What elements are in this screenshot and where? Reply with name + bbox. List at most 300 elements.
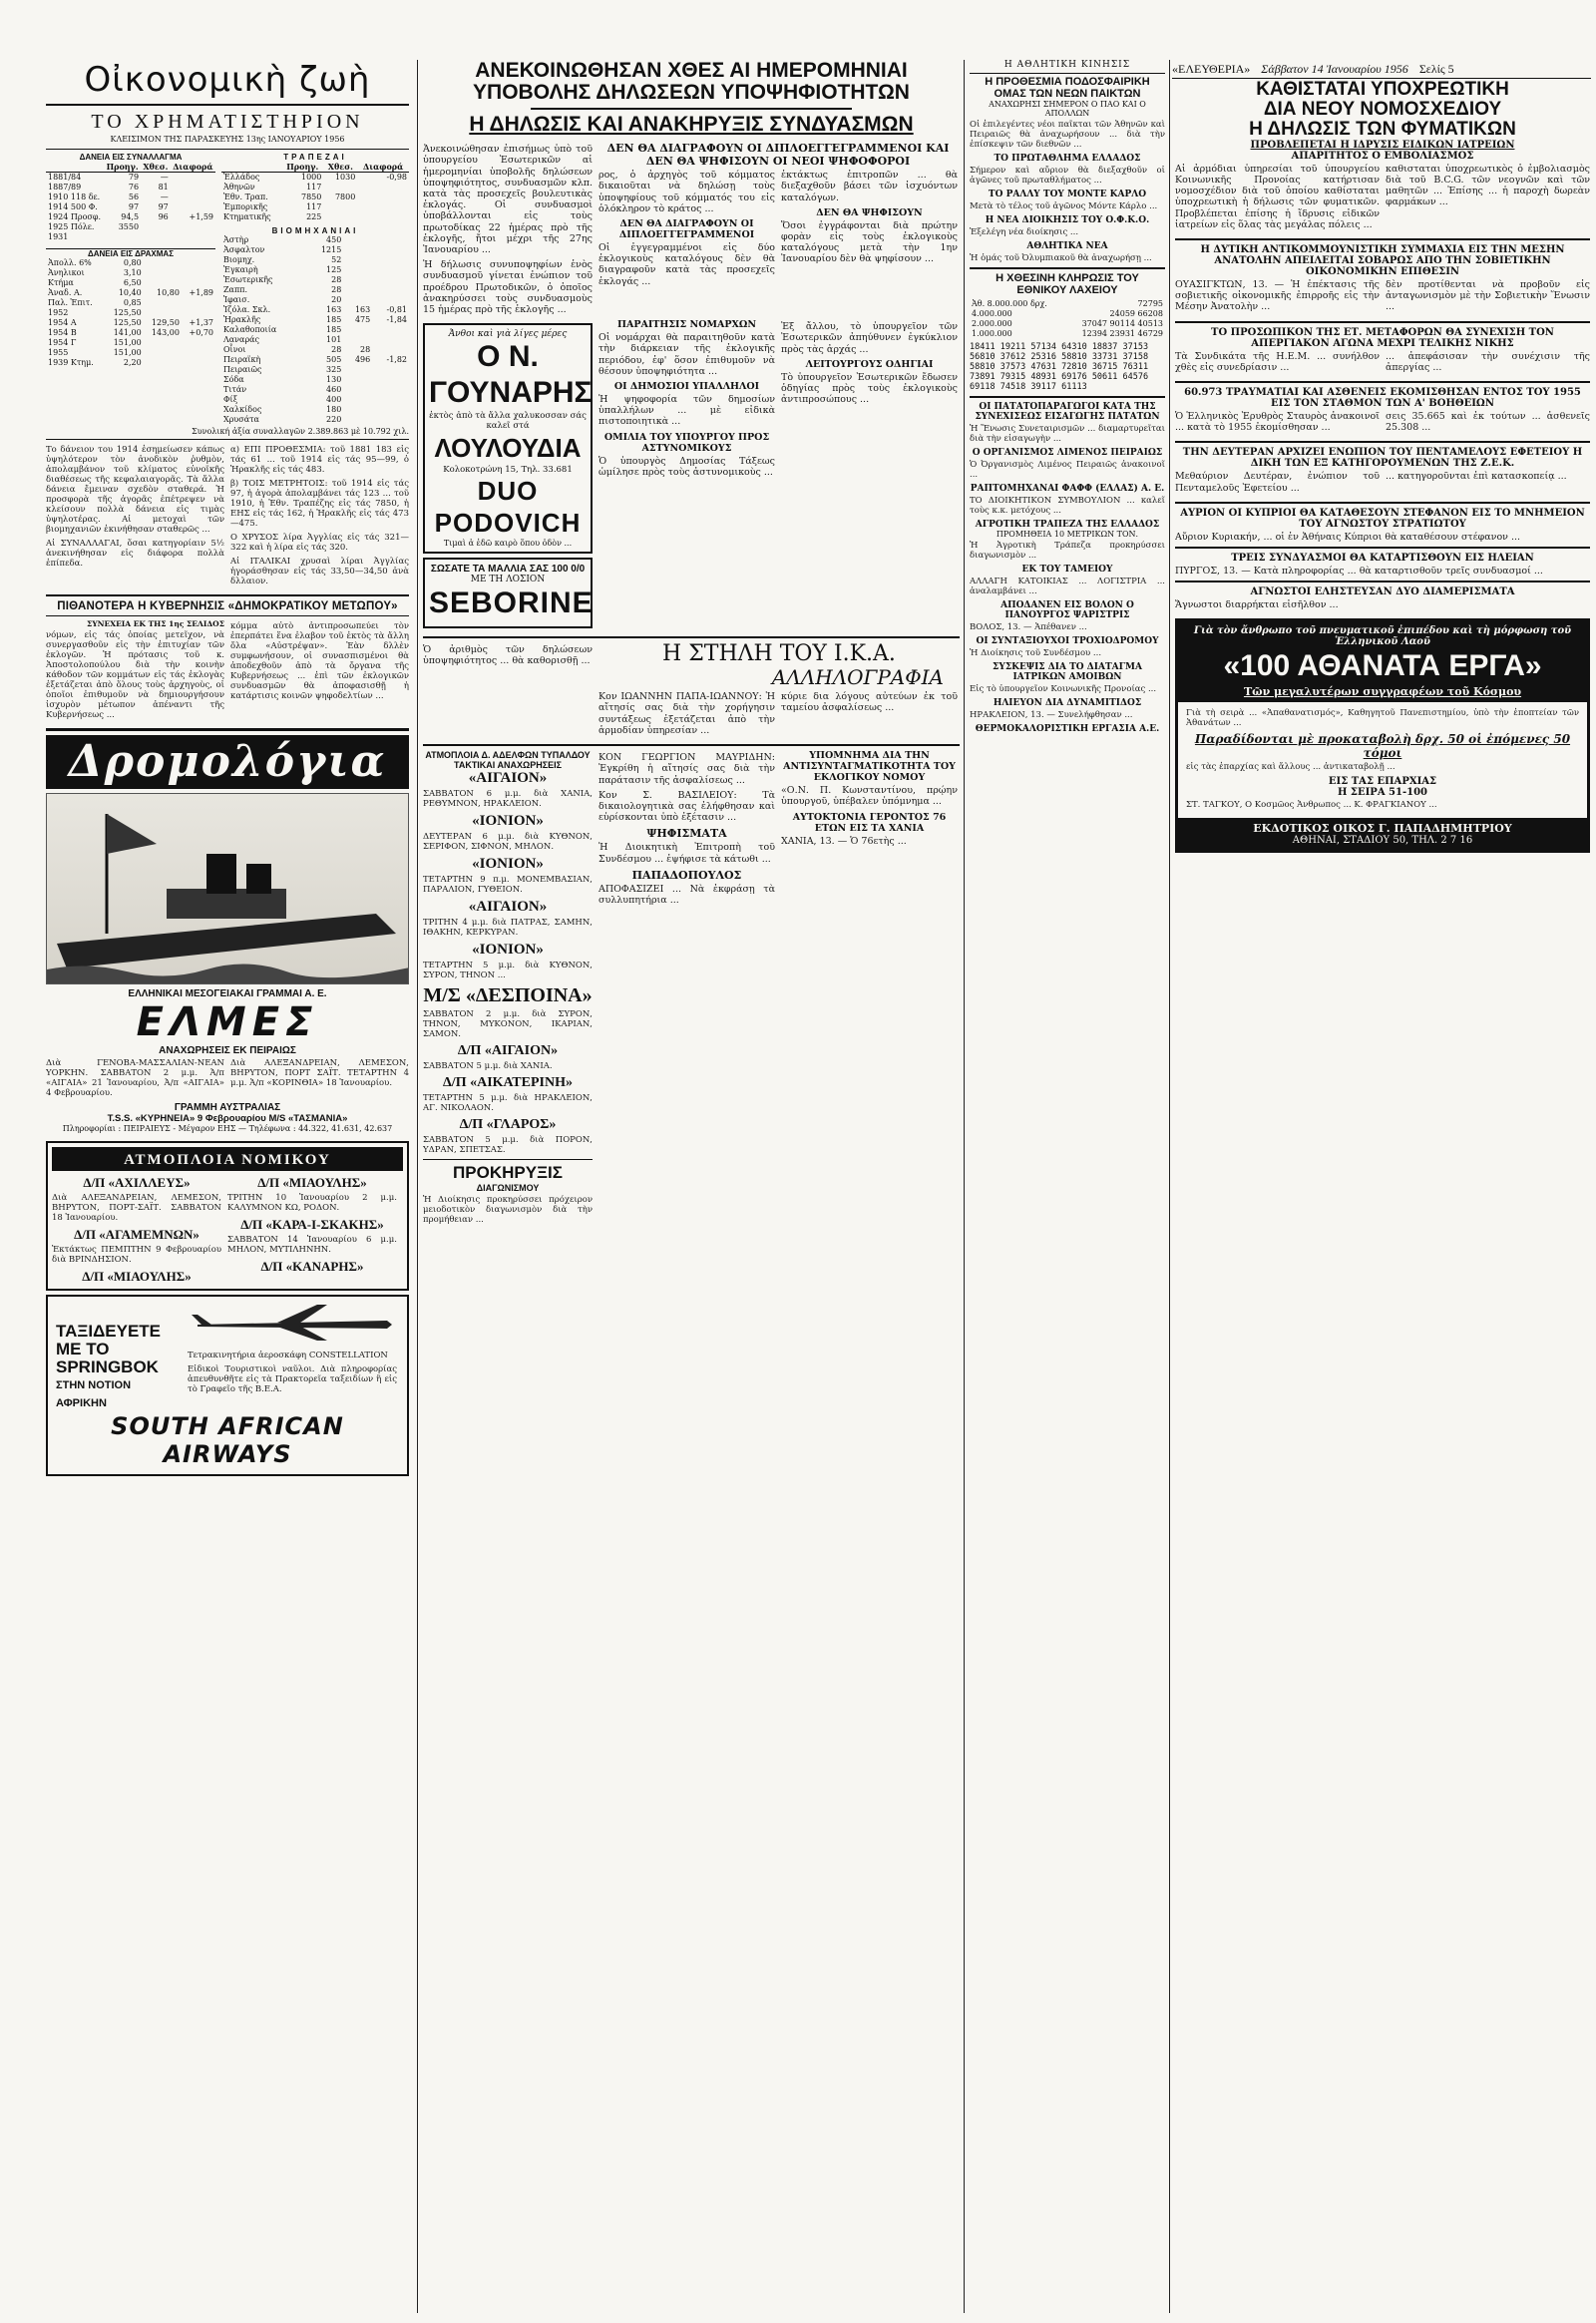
story-title: ΤΗΝ ΔΕΥΤΕΡΑΝ ΑΡΧΙΖΕΙ ΕΝΩΠΙΟΝ ΤΟΥ ΠΕΝΤΑΜΕΛΟΥΣ ΕΦΕΤΕΙΟΥ Η ΔΙΚΗ ΤΩΝ ΕΞ ΚΑΤΗΓΟΡΟΥΜΕΝΩΝ ΤΗΣ Ζ.Ε.Κ.	[1182, 447, 1583, 470]
body-text: Διὰ ΑΛΕΞΑΝΔΡΕΙΑΝ, ΛΕΜΕΣΟΝ, ΒΗΡΥΤΟΝ, ΠΟΡΤ ΣΑΪΤ. ΤΕΤΑΡΤΗΝ 4 μ.μ. Ἀ/π «ΚΟΡΙΝΘΙΑ» 18 Ἰανουαρίου.	[230, 1058, 409, 1089]
table-cell	[343, 245, 372, 255]
table-cell: -0,81	[386, 305, 407, 314]
story-title: Η ΠΡΟΘΕΣΜΙΑ ΠΟΔΟΣΦΑΙΡΙΚΗ ΟΜΑΣ ΤΩΝ ΝΕΩΝ ΠΑΙΚΤΩΝ	[985, 76, 1150, 100]
body-text: ΤΕΤΑΡΤΗΝ 5 μ.μ. διὰ ΗΡΑΚΛΕΙΟΝ, ΑΓ. ΝΙΚΟΛΑΟΝ.	[423, 1093, 593, 1114]
rule	[46, 439, 409, 440]
books-ad-sub: Τῶν μεγαλυτέρων συγγραφέων τοῦ Κόσμου	[1243, 685, 1522, 699]
table-row	[46, 358, 215, 368]
table-cell	[343, 365, 372, 375]
col-head: Χθεσ.	[141, 162, 171, 173]
fx-loans-title: ΔΑΝΕΙΑ ΕΙΣ ΣΥΝΑΛΛΑΓΜΑ	[79, 153, 183, 162]
stock-exchange-title: ΤΟ ΧΡΗΜΑΤΙΣΤΗΡΙΟΝ	[91, 111, 364, 133]
rule	[1175, 581, 1590, 582]
body-text: νόμων, εἰς τάς ὁποίας μετεῖχον, νὰ συνεργασθοῦν εἰς τὴν ἐπιτυχίαν τῶν ἐκλογῶν. Ἡ πρότασις τοῦ κ. Ἀποστολοπούλου διὰ τὴν κοινὴν κάθοδον τῶν κομμάτων εἰς τάς ἐκλογὰς ἐξετάζεται ἀπὸ ὅλους τοὺς ἀρχηγοὺς, οἱ ὁποῖοι ἐπιθυμοῦν νὰ δημιουργήσουν ἰσχυρὸν μέτωπον ἀπέναντι τῆς Κυβερνήσεως ...	[46, 630, 224, 721]
body-text: ΤΕΤΑΡΤΗΝ 9 π.μ. ΜΟΝΕΜΒΑΣΙΑΝ, ΠΑΡΑΛΙΟΝ, ΓΥΘΕΙΟΝ.	[423, 875, 593, 896]
table-cell: 1924 Προσφ.	[48, 212, 102, 221]
ship-name: Δ/Π «ΑΙΓΑΙΟΝ»	[457, 1043, 559, 1059]
table-cell: -1,84	[386, 315, 407, 324]
table-row	[221, 245, 409, 255]
body-text: Γιὰ τὴ σειρὰ ... «Ἀπαθανατισμός», Καθηγητοῦ Πανεπιστημίου, ὑπὸ τὴν ἐποπτείαν τῶν Ἀθανάτων ...	[1186, 708, 1579, 729]
newspaper-name: «ΕΛΕΥΘΕΡΙΑ»	[1172, 62, 1251, 76]
table-cell: 117	[306, 202, 322, 211]
table-cell: 1954 Α	[48, 318, 77, 327]
table-row	[970, 299, 1165, 309]
duo-podovich: DUO PODOVICH	[434, 476, 582, 539]
ad-text: ΣΩΣΑΤΕ ΤΑ ΜΑΛΛΙΑ ΣΑΣ 100 0/0	[430, 564, 586, 576]
body-text: Σήμερον καὶ αὔριον θὰ διεξαχθοῦν οἱ ἀγῶνες τοῦ πρωταθλήματος ...	[970, 166, 1165, 187]
table-cell: 505	[326, 355, 342, 364]
ship-name: Δ/Π «ΑΧΙΛΛΕΥΣ»	[83, 1175, 191, 1191]
typaldou-title: ΑΤΜΟΠΛΟΙΑ Δ. ΑΔΕΛΦΩΝ ΤΥΠΑΛΔΟΥ	[425, 750, 591, 761]
table-cell: 72795	[1137, 299, 1163, 309]
subhead: ΔΕΝ ΘΑ ΔΙΑΓΡΑΦΟΥΝ ΟΙ ΔΙΠΛΟΕΓΓΕΓΡΑΜΜΕΝΟΙ ΚΑΙ ΔΕΝ ΘΑ ΨΗΦΙΣΟΥΝ ΟΙ ΝΕΟΙ ΨΗΦΟΦΟΡΟΙ	[606, 142, 950, 169]
table-row	[46, 232, 215, 242]
table-cell	[357, 212, 409, 222]
table-cell: 225	[306, 212, 322, 221]
table-cell: Χρυσάτα	[223, 415, 259, 424]
table-row	[46, 222, 215, 232]
seborine-ad	[423, 558, 593, 628]
table-cell: Ἀστὴρ	[223, 235, 249, 244]
table-cell	[144, 348, 182, 358]
table-cell	[171, 222, 215, 232]
table-cell: Ἰφαισ.	[223, 295, 250, 304]
table-cell: 125,50	[113, 308, 142, 317]
body-text: Ἡ Διοίκησις προκηρύσσει πρόχειρον μειοδοτικὸν διαγωνισμὸν διὰ τὴν προμήθειαν ...	[423, 1195, 593, 1226]
story-title-lottery: Η ΧΘΕΣΙΝΗ ΚΛΗΡΩΣΙΣ ΤΟΥ ΕΘΝΙΚΟΥ ΛΑΧΕΙΟΥ	[996, 272, 1139, 296]
headline-line-2: ΔΙΑ ΝΕΟΥ ΝΟΜΟΣΧΕΔΙΟΥ	[1263, 98, 1502, 120]
table-row	[46, 288, 215, 298]
table-cell: 125	[326, 265, 342, 274]
books-ad-provinces: ΕΙΣ ΤΑΣ ΕΠΑΡΧΙΑΣ	[1328, 776, 1437, 788]
table-cell: 1215	[320, 245, 342, 254]
table-cell: 130	[326, 375, 342, 384]
table-cell	[182, 348, 215, 358]
table-cell	[372, 275, 409, 285]
routes-banner	[46, 735, 409, 789]
drachma-loans-body	[46, 258, 215, 368]
table-cell: 460	[326, 385, 342, 394]
subhead: ΨΗΦΙΣΜΑΤΑ	[646, 827, 727, 841]
table-row	[46, 298, 215, 308]
table-cell: 28	[331, 285, 342, 294]
table-cell: Πειραϊκὴ	[223, 355, 261, 364]
body-text: ... κατηγοροῦνται ἐπὶ κατασκοπείᾳ ...	[1386, 471, 1567, 483]
subhead: ΑΓΡΟΤΙΚΗ ΤΡΑΠΕΖΑ ΤΗΣ ΕΛΛΑΔΟΣ	[975, 520, 1160, 531]
rule	[423, 744, 960, 746]
table-cell	[144, 268, 182, 278]
ship-name: Δ/Π «ΜΙΑΟΥΛΗΣ»	[257, 1175, 367, 1191]
ika-column-title: Η ΣΤΗΛΗ ΤΟΥ Ι.Κ.Α.	[662, 641, 896, 667]
table-row	[46, 268, 215, 278]
story-title: ΤΟ ΠΡΟΣΩΠΙΚΟΝ ΤΗΣ ΕΤ. ΜΕΤΑΦΟΡΩΝ ΘΑ ΣΥΝΕΧΙΣΗ ΤΟΝ ΑΠΕΡΓΙΑΚΟΝ ΑΓΩΝΑ ΜΕΧΡΙ ΤΕΛΙΚΗΣ ΝΙΚΗΣ	[1211, 326, 1554, 349]
table-cell: 28	[331, 345, 342, 354]
story-title-government: ΠΙΘΑΝΟΤΕΡΑ Η ΚΥΒΕΡΝΗΣΙΣ «ΔΗΜΟΚΡΑΤΙΚΟΥ ΜΕΤΩΠΟΥ»	[57, 600, 398, 612]
airplane-icon	[188, 1303, 397, 1343]
ship-illustration	[46, 793, 409, 984]
lottery-table	[970, 299, 1165, 339]
body-text: Ἀνεκοινώθησαν ἐπισήμως ὑπὸ τοῦ ὑπουργείου Ἐσωτερικῶν αἱ ἡμερομηνίαι ὑποβολῆς δηλώσεων ὑποψηφιότητος, συνδυασμῶν κλπ. κατὰ τὰς προσεχεῖς βουλευτικὰς ἐκλογάς. Οἱ συνδυασμοὶ ὑποβάλλονται εἰς τοὺς πρωτοδίκας 22 ἡμέρας πρὸ τῆς ἐκλογῆς, ἤτοι μέχρι τῆς 27ης Ἰανουαρίου ...	[423, 144, 593, 255]
table-cell: —	[160, 173, 169, 182]
table-cell: 2.000.000	[972, 319, 1012, 329]
subhead: ΔΕΝ ΘΑ ΨΗΦΙΣΟΥΝ	[816, 206, 923, 218]
gounaris-name: Ο Ν. ΓΟΥΝΑΡΗΣ	[429, 340, 593, 410]
body-text: ΣΑΒΒΑΤΟΝ 2 μ.μ. διὰ ΣΥΡΟΝ, ΤΗΝΟΝ, ΜΥΚΟΝΟΝ, ΙΚΑΡΙΑΝ, ΣΑΜΟΝ.	[423, 1009, 593, 1040]
table-cell: 325	[326, 365, 342, 374]
sports-kicker: Η ΑΘΛΗΤΙΚΗ ΚΙΝΗΣΙΣ	[1003, 60, 1131, 70]
rule	[1175, 381, 1590, 383]
table-row	[221, 325, 409, 335]
typaldou-sub: ΤΑΚΤΙΚΑΙ ΑΝΑΧΩΡΗΣΕΙΣ	[453, 760, 563, 771]
table-cell: Ἀνηλικοι	[48, 268, 85, 277]
table-cell: 143,00	[151, 328, 180, 337]
table-row	[46, 348, 215, 358]
table-cell	[182, 268, 215, 278]
table-cell	[343, 335, 372, 345]
books-ad-publisher: ΕΚΔΟΤΙΚΟΣ ΟΙΚΟΣ Γ. ΠΑΠΑΔΗΜΗΤΡΙΟΥ	[1253, 822, 1512, 836]
column-sports	[970, 60, 1165, 2315]
rule	[1175, 238, 1590, 240]
table-row	[221, 415, 409, 425]
column-divider	[964, 60, 965, 2313]
elmes-company: ΕΛΛΗΝΙΚΑΙ ΜΕΣΟΓΕΙΑΚΑΙ ΓΡΑΜΜΑΙ Α. Ε.	[128, 988, 327, 1000]
books-ad-footer	[1178, 818, 1587, 850]
table-cell: 24059 66208	[1109, 309, 1163, 319]
subhead: ΟΙ ΔΗΜΟΣΙΟΙ ΥΠΑΛΛΗΛΟΙ	[613, 381, 760, 392]
table-cell	[182, 308, 215, 318]
rule	[46, 594, 409, 596]
story-title: ΑΥΡΙΟΝ ΟΙ ΚΥΠΡΙΟΙ ΘΑ ΚΑΤΑΘΕΣΟΥΝ ΣΤΕΦΑΝΟΝ ΕΙΣ ΤΟ ΜΝΗΜΕΙΟΝ ΤΟΥ ΑΓΝΩΣΤΟΥ ΣΤΡΑΤΙΩΤΟΥ	[1180, 507, 1585, 530]
subhead: ΠΡΟΒΛΕΠΕΤΑΙ Η ΙΔΡΥΣΙΣ ΕΙΔΙΚΩΝ ΙΑΤΡΕΙΩΝ	[1250, 139, 1515, 151]
banks-title: ΤΡΑΠΕΖΑΙ	[283, 153, 347, 162]
table-cell: 94,5	[121, 212, 140, 221]
subhead: ΟΙ ΣΥΝΤΑΞΙΟΥΧΟΙ ΤΡΟΧΙΟΔΡΟΜΟΥ	[976, 636, 1159, 647]
subhead: ΛΕΙΤΟΥΡΓΟΥΣ ΟΔΗΓΙΑΙ	[805, 358, 934, 370]
routes-title: Δρομολόγια	[68, 736, 387, 788]
body-text: Ἐξ ἄλλου, τὸ ὑπουργεῖον τῶν Ἐσωτερικῶν ἀπηύθυνεν ἐγκύκλιον πρὸς τὰς ἀρχάς ...	[781, 321, 958, 355]
table-cell	[343, 275, 372, 285]
books-ad-top	[1178, 621, 1587, 702]
table-cell: Ζαππ.	[223, 285, 248, 294]
col-head: Διαφορά	[171, 162, 215, 173]
ship-name: «ΙΟΝΙΟΝ»	[472, 813, 544, 830]
saa-line: ΣΤΗΝ ΝΟΤΙΟΝ	[56, 1379, 132, 1392]
table-cell: 151,00	[113, 338, 142, 347]
subhead: ΑΠΟΔΑΝΕΝ ΕΙΣ ΒΟΛΟΝ Ο ΠΑΝΟΥΡΓΟΣ ΨΑΡΙΣΤΡΙΣ	[1000, 600, 1134, 621]
headline-line-3: Η ΔΗΛΩΣΙΣ ΤΩΝ ΦΥΜΑΤΙΚΩΝ	[1249, 118, 1516, 140]
saa-line: ΑΦΡΙΚΗΝ	[56, 1397, 107, 1410]
body-text: Ἐκτάκτως ΠΕΜΠΤΗΝ 9 Φεβρουαρίου διὰ ΒΡΙΝΔΗΣΙΟΝ.	[52, 1245, 221, 1266]
body-text: Ὁ ὑπουργὸς Δημοσίας Τάξεως ὡμίλησε πρὸς τοὺς ἀστυνομικοὺς ...	[598, 455, 775, 478]
subhead: ΠΡΟΜΗΘΕΙΑ 10 ΜΕΤΡΙΚΩΝ ΤΟΝ.	[996, 530, 1139, 540]
story-title: ΑΓΝΩΣΤΟΙ ΕΛΗΣΤΕΥΣΑΝ ΔΥΟ ΔΙΑΜΕΡΙΣΜΑΤΑ	[1250, 586, 1515, 598]
table-cell	[144, 358, 182, 368]
table-cell	[372, 295, 409, 305]
table-row	[970, 319, 1165, 329]
table-row	[46, 173, 215, 184]
table-cell: 1000	[301, 173, 322, 182]
subhead: ΗΛΙΕΥΟΝ ΔΙΑ ΔΥΝΑΜΙΤΙΔΟΣ	[993, 698, 1142, 709]
subhead: Η ΝΕΑ ΔΙΟΙΚΗΣΙΣ ΤΟΥ Ο.Φ.Κ.Ο.	[985, 215, 1150, 226]
table-cell	[357, 183, 409, 193]
body-text: Κον ΙΩΑΝΝΗΝ ΠΑΠΑ-ΙΩΑΝΝΟΥ: Ἡ αἴτησίς σας διὰ τὴν χορήγησιν συντάξεως ἐξετάζεται ἀπὸ τὴν ἁρμοδίαν ὑπηρεσίαν ...	[598, 691, 775, 736]
body-text: Κον Σ. ΒΑΣΙΛΕΙΟΥ: Τὰ δικαιολογητικὰ σας ἐλήφθησαν καὶ εὑρίσκονται ὑπὸ ἐξέτασιν ...	[598, 789, 775, 824]
table-cell	[104, 232, 141, 242]
body-text: Το δάνειον του 1914 ἐσημείωσεν κάπως ὑψηλότερον τὸν ἀνοδικὸν ῥυθμὸν, ἀπολαμβάνον τοῦ κλίματος εὐνοϊκῆς διαθέσεως τῆς κεφαλαιαγορᾶς. Τὰ ἄλλα δάνεια ἔμειναν σχεδὸν σταθερά. Ἡ προσφορὰ τῆς ἀγορᾶς ἐπέτρεψεν νὰ κλείσουν πολλὰ δάνεια εἰς τιμὰς ὑψηλοτέρας. Αἱ μετοχαὶ τῶν βιομηχανιῶν ἐκινήθησαν σταθερῶς ...	[46, 445, 224, 535]
table-cell: Παλ. Ἐπιτ.	[48, 298, 93, 307]
table-row	[221, 202, 409, 212]
body-text: ΤΡΙΤΗΝ 4 μ.μ. διὰ ΠΑΤΡΑΣ, ΣΑΜΗΝ, ΙΘΑΚΗΝ, ΚΕΡΚΥΡΑΝ.	[423, 918, 593, 939]
subhead: ΡΑΠΤΟΜΗΧΑΝΑΙ ΦΑΦΦ (ΕΛΛΑΣ) Α. Ε.	[970, 484, 1165, 495]
table-cell: 97	[158, 202, 169, 211]
body-text: κύριε δια λόγους αὐτεύων ἐκ τοῦ ταμείου ἀσφαλίσεως ...	[781, 691, 958, 714]
table-row	[221, 375, 409, 385]
continued-label: ΣΥΝΕΧΕΙΑ ΕΚ ΤΗΣ 1ης ΣΕΛΙΔΟΣ	[87, 619, 224, 629]
table-cell: Ἐσωτερικῆς	[223, 275, 273, 284]
table-cell	[171, 183, 215, 193]
table-cell: 129,50	[151, 318, 180, 327]
column-economy	[46, 60, 409, 2315]
table-cell: 1925 Πόλε.	[48, 222, 95, 231]
banks-body	[221, 173, 409, 223]
subhead: ΤΟ ΡΑΛΛΥ ΤΟΥ ΜΟΝΤΕ ΚΑΡΛΟ	[988, 190, 1147, 200]
constellation-line: Τετρακινητήρια ἀεροσκάφη CONSTELLATION	[188, 1351, 388, 1361]
rule	[970, 396, 1165, 398]
table-cell	[343, 285, 372, 295]
table-cell	[343, 265, 372, 275]
ship-name: Δ/Π «ΜΙΑΟΥΛΗΣ»	[82, 1269, 192, 1285]
headline-line-2: ΥΠΟΒΟΛΗΣ ΔΗΛΩΣΕΩΝ ΥΠΟΨΗΦΙΟΤΗΤΩΝ	[473, 81, 910, 105]
table-cell: Ἀθ. 8.000.000 δρχ.	[972, 299, 1047, 309]
books-ad-address: ΑΘΗΝΑΙ, ΣΤΑΔΙΟΥ 50, ΤΗΛ. 2 7 16	[1292, 835, 1473, 847]
subhead: ΠΑΠΑΔΟΠΟΥΛΟΣ	[631, 868, 742, 882]
table-row	[221, 275, 409, 285]
industry-table	[221, 235, 409, 425]
books-ad-title: «100 ΑΘΑΝΑΤΑ ΕΡΓΑ»	[1223, 649, 1542, 683]
body-text: εἰς τὰς ἐπαρχίας καὶ ἄλλους ... ἀντικαταβολῇ ...	[1186, 762, 1396, 773]
body-text: ΒΟΛΟΣ, 13. — Ἀπέθανεν ...	[970, 622, 1087, 633]
rule	[46, 149, 409, 150]
table-cell: 1881/84	[48, 173, 82, 182]
table-cell: 496	[354, 355, 371, 364]
rule	[531, 108, 853, 110]
table-cell: 1887/89	[48, 183, 82, 192]
table-row	[46, 212, 215, 222]
ship-name: Δ/Π «ΓΛΑΡΟΣ»	[459, 1117, 557, 1133]
table-cell: 151,00	[113, 348, 142, 357]
rule	[970, 73, 1165, 74]
column-health	[1175, 80, 1590, 2315]
body-text: ἐκτάκτως ἐπιτροπῶν ... θὰ διεξαχθοῦν βάσει τῶν ἰσχυόντων καταλόγων.	[781, 170, 958, 203]
table-cell: 37047 90114 40513	[1081, 319, 1163, 329]
table-cell	[343, 395, 372, 405]
table-row	[970, 329, 1165, 339]
departures-title: ΑΝΑΧΩΡΗΣΕΙΣ ΕΚ ΠΕΙΡΑΙΩΣ	[159, 1045, 296, 1057]
table-cell	[144, 298, 182, 308]
body-text: ... ἀπεφάσισαν τὴν συνέχισιν τῆς ἀπεργίας ...	[1386, 350, 1590, 373]
table-cell: 1939 Κτημ.	[48, 358, 94, 367]
subhead: ΕΚ ΤΟΥ ΤΑΜΕΙΟΥ	[1021, 565, 1113, 576]
body-text: Ὅσοι ἐγγράφονται διὰ πρώτην φορὰν εἰς τοὺς ἐκλογικοὺς καταλόγους μετὰ τὴν 1ην Ἰανουαρίου δὲν θὰ ψηφίσουν ...	[781, 219, 958, 265]
table-cell: 1954 Γ	[48, 338, 77, 347]
body-text: ΤΡΙΤΗΝ 10 Ἰανουαρίου 2 μ.μ. ΚΑΛΥΜΝΟΝ ΚΩ, ΡΟΔΟΝ.	[227, 1193, 397, 1214]
table-cell	[171, 193, 215, 202]
ship-name: Δ/Π «ΑΙΚΑΤΕΡΙΝΗ»	[443, 1075, 573, 1091]
table-row	[221, 183, 409, 193]
table-cell: 4.000.000	[972, 309, 1012, 319]
body-text: ΠΥΡΓΟΣ, 13. — Κατὰ πληροφορίας ... θὰ καταρτισθοῦν τρεῖς συνδυασμοί ...	[1175, 566, 1543, 578]
gounaris-ad	[423, 323, 593, 554]
economy-section-title: Οἰκονομικὴ ζωὴ	[84, 60, 371, 100]
table-cell: —	[160, 193, 169, 201]
saa-line: SPRINGBOK	[56, 1357, 159, 1377]
subhead: ΤΟ ΠΡΩΤΑΘΛΗΜΑ ΕΛΛΑΔΟΣ	[994, 154, 1141, 165]
table-cell: 10,80	[157, 288, 180, 297]
table-cell	[171, 232, 215, 242]
table-row	[970, 309, 1165, 319]
rule	[46, 104, 409, 106]
body-text: ΔΕΥΤΕΡΑΝ 6 μ.μ. διὰ ΚΥΘΝΟΝ, ΣΕΡΙΦΟΝ, ΣΙΦΝΟΝ, ΜΗΛΟΝ.	[423, 832, 593, 853]
table-cell: 0,85	[123, 298, 142, 307]
headline-line-3: Η ΔΗΛΩΣΙΣ ΚΑΙ ΑΝΑΚΗΡΥΞΙΣ ΣΥΝΔΥΑΣΜΩΝ	[469, 113, 914, 137]
column-divider	[417, 60, 418, 2313]
table-cell: 97	[128, 202, 140, 211]
table-row	[46, 278, 215, 288]
column-divider	[1169, 60, 1170, 2313]
body-text: β) ΤΟΙΣ ΜΕΤΡΗΤΟΙΣ: τοῦ 1914 εἰς τάς 97, ἡ ἀγορὰ ἀπολαμβάνει τάς 123 ... τοῦ 1910, ἡ Ἐθν. Τραπέζης εἰς τάς 7850, ἡ ΕΗΣ εἰς τάς 162, ἡ Ἡρακλῆς εἰς τάς 473—475.	[230, 479, 409, 529]
body-text: Αἱ ΣΥΝΑΛΛΑΓΑΙ, ὅσαι κατηγορίαιν 5½ ἀνεκινήθησαν εἰς διάφορα πολλὰ ἐπίπεδα.	[46, 539, 224, 569]
books-ad-series: Η ΣΕΙΡΑ 51-100	[1338, 787, 1427, 799]
table-cell	[372, 265, 409, 275]
ship-icon	[47, 794, 409, 983]
ad-text: ἐκτὸς ἀπὸ τὰ ἄλλα χαλυκοσσαν σάς καλεῖ στά	[429, 411, 587, 432]
table-cell	[343, 375, 372, 385]
body-text: Τὸ ὑπουργεῖον Ἐσωτερικῶν ἔδωσεν ὁδηγίας πρὸς τοὺς ἐκλογικοὺς ἀντιπροσώπους ...	[781, 371, 958, 406]
table-cell: 10,40	[118, 288, 142, 297]
table-cell	[372, 395, 409, 405]
subhead: ΑΠΑΡΙΤΗΤΟΣ Ο ΕΜΒΟΛΙΑΣΜΟΣ	[1291, 150, 1474, 162]
fx-loans-table	[46, 162, 215, 242]
body-text: Μετὰ τὸ τέλος τοῦ ἀγῶνος Μόντε Κάρλο ...	[970, 201, 1158, 212]
body-text: ΣΑΒΒΑΤΟΝ 5 μ.μ. διὰ ΧΑΝΙΑ.	[423, 1061, 553, 1072]
subhead: ΘΕΡΜΟΚΑΛΟΡΙΣΤΙΚΗ ΕΡΓΑΣΙΑ Α.Ε.	[975, 724, 1160, 735]
story-title: Η ΔΥΤΙΚΗ ΑΝΤΙΚΟΜΜΟΥΝΙΣΤΙΚΗ ΣΥΜΜΑΧΙΑ ΕΙΣ ΤΗΝ ΜΕΣΗΝ ΑΝΑΤΟΛΗΝ ΑΠΕΙΛΕΙΤΑΙ ΣΟΒΑΡΩΣ ΑΠΟ ΤΗΝ ΣΟΒΙΕΤΙΚΗΝ ΟΙΚΟΝΟΜΙΚΗΝ ΕΠΙΘΕΣΙΝ	[1200, 244, 1565, 278]
table-row	[221, 345, 409, 355]
totals-line: Συνολική ἀξία συναλλαγῶν 2.389.863 μὲ 10.792 χιλ.	[192, 427, 409, 436]
table-cell: 2,20	[123, 358, 142, 367]
rule	[970, 267, 1165, 269]
table-cell	[144, 258, 182, 268]
table-row	[221, 365, 409, 375]
table-cell: 220	[326, 415, 342, 424]
table-cell: Ἀθηνῶν	[223, 183, 255, 192]
rule	[1175, 547, 1590, 549]
lottery-body	[970, 299, 1165, 339]
body-text: Ἐξελέγη νέα διοίκησις ...	[970, 227, 1079, 238]
table-cell	[323, 202, 357, 212]
body-text: Διὰ ΓΕΝΟΒΑ-ΜΑΣΣΑΛΙΑΝ-ΝΕΑΝ ΥΟΡΚΗΝ. ΣΑΒΒΑΤΟΝ 2 μ.μ. Ἀ/π «ΑΙΓΑΙΑ» 21 Ἰανουαρίου, Ἀ/π «ΑΙΓΑΙΑ» 4 Φεβρουαρίου.	[46, 1058, 224, 1099]
headline-line-1: ΚΑΘΙΣΤΑΤΑΙ ΥΠΟΧΡΕΩΤΙΚΗ	[1256, 80, 1509, 100]
table-row	[221, 212, 409, 222]
table-cell: 56	[128, 193, 140, 201]
table-cell: 1910 118 δε.	[48, 193, 101, 201]
headline-line-1: ΑΝΕΚΟΙΝΩΘΗΣΑΝ ΧΘΕΣ ΑΙ ΗΜΕΡΟΜΗΝΙΑΙ	[475, 60, 908, 82]
table-row	[221, 255, 409, 265]
subhead: ΑΘΛΗΤΙΚΑ ΝΕΑ	[1026, 241, 1108, 252]
table-cell	[372, 415, 409, 425]
table-cell	[343, 235, 372, 245]
table-row	[221, 193, 409, 202]
nomikos-title: ΑΤΜΟΠΛΟΙΑ ΝΟΜΙΚΟΥ	[124, 1152, 331, 1169]
body-text: «Ο.Ν. Π. Κωνσταντίνου, πρῴην ὑπουργοῦ, ὑπέβαλεν ὑπόμνημα ...	[781, 785, 958, 808]
body-text: κόμμα αὐτὸ ἀντιπροσωπεύει τὸν ἐπερπάτει ἕνα ἐλαβον τοῦ ἐκτὸς τὰ ἄλλη ὄλα «Αὐστρέψαν». Ἐὰν δλλὲν συμφωνήσουν, οἱ συνασπισμένοι θὰ ἀποδεχθοῦν ἀπὸ τὰ ὄργανα τῆς Κυβερνήσεως ... ἐπὶ τῶν ἐκλογικῶν συνδυασμῶν θὰ ἀποφασισθῇ ἡ κατάρτισις κοινῶν ψηφοδελτίων ...	[230, 621, 409, 702]
table-row	[221, 395, 409, 405]
body-text: Ἡ Ἕνωσις Συνεταιρισμῶν ... διαμαρτυρεῖται διὰ τὴν εἰσαγωγὴν ...	[970, 424, 1165, 445]
table-cell: 3,10	[123, 268, 142, 277]
table-cell	[144, 278, 182, 288]
table-cell	[343, 325, 372, 335]
industry-title: ΒΙΟΜΗΧΑΝΙΑΙ	[271, 226, 359, 235]
table-cell	[372, 245, 409, 255]
ship-name: Δ/Π «ΑΓΑΜΕΜΝΩΝ»	[74, 1227, 200, 1243]
table-cell	[372, 335, 409, 345]
rule	[46, 728, 409, 731]
table-cell: 6,50	[123, 278, 142, 287]
table-cell: 3550	[118, 222, 140, 231]
table-row	[221, 315, 409, 325]
table-cell	[343, 405, 372, 415]
saa-line: ME TO	[56, 1340, 110, 1359]
body-text: ΣΑΒΒΑΤΟΝ 5 μ.μ. διὰ ΠΟΡΟΝ, ΥΔΡΑΝ, ΣΠΕΤΣΑΣ.	[423, 1135, 593, 1156]
tss-line: T.S.S. «ΚΥΡΗΝΕΙΑ» 9 Φεβρουαρίου M/S «ΤΑΣΜΑΝΙΑ»	[107, 1113, 348, 1125]
lottery-numbers: 18411 19211 57134 64310 18837 37153 56810 37612 25316 58810 33731 37158 58810 37573 47631 72810 36715 76311 73891 79315 48931 69176 50611 64576 69118 74518 39117 61113	[970, 342, 1149, 393]
elmes-logo: ΕΛΜΕΣ	[136, 999, 319, 1046]
table-cell: 185	[326, 325, 342, 334]
table-cell: -0,98	[386, 173, 407, 182]
body-text: Εἰς τὸ ὑπουργεῖον Κοινωνικῆς Προνοίας ...	[970, 684, 1157, 695]
col-head: Χθεσ.	[323, 162, 357, 173]
table-cell	[343, 295, 372, 305]
body-text: Ἡ δήλωσις συνυποψηφίων ἑνὸς συνδυασμοῦ γίνεται ἐνώπιον τοῦ προέδρου Πρωτοδικῶν, ὁ ὁποῖος ἀνακηρύσσει τοὺς συνδυασμοὺς 15 ἡμέρας πρὸ τῆς ἐκλογῆς ...	[423, 259, 593, 315]
table-cell	[171, 202, 215, 212]
body-text: Ἡ Ἀγροτικὴ Τράπεζα προκηρύσσει διαγωνισμὸν ...	[970, 541, 1165, 562]
body-text: ΚΟΝ ΓΕΩΡΓΙΟΝ ΜΑΥΡΙΔΗΝ: Ἐγκρίθη ἡ αἴτησίς σας διὰ τὴν παράτασιν τῆς ἀσφαλίσεως ...	[598, 752, 775, 786]
table-row	[46, 258, 215, 268]
table-cell: 7800	[334, 193, 356, 201]
seborine-brand: SEBORINE	[429, 586, 594, 620]
table-row	[221, 285, 409, 295]
table-row	[221, 295, 409, 305]
rule	[1175, 502, 1590, 504]
col-head: Διαφορά	[357, 162, 409, 173]
table-cell: 1955	[48, 348, 69, 357]
table-cell	[372, 325, 409, 335]
body-text: Ἡ Διοίκησις τοῦ Συνδέσμου ...	[970, 648, 1102, 659]
table-cell: 96	[158, 212, 169, 221]
body-text: Τὰ Συνδικάτα τῆς Η.Ε.Μ. ... συνήλθον χθὲς εἰς συνεδρίασιν ...	[1175, 350, 1380, 373]
body-text: ΣΤ. ΤΑΓΚΟΥ, Ο Κοσμῶος Ἀνθρωπος ... Κ. ΦΡΑΓΚΙΑΝΟΥ ...	[1186, 800, 1437, 811]
table-cell	[372, 405, 409, 415]
table-row	[46, 328, 215, 338]
body-text: Οἱ νομάρχαι θὰ παραιτηθοῦν κατὰ τὴν διάρκειαν τῆς ἐκλογικῆς περιόδου, ἐφ' ὅσον ἐπιθυμοῦν νὰ θέσουν ὑποψηφιότητα ...	[598, 332, 775, 377]
body-text: ΤΕΤΑΡΤΗΝ 5 μ.μ. διὰ ΚΥΘΝΟΝ, ΣΥΡΟΝ, ΤΗΝΟΝ ...	[423, 961, 593, 981]
table-cell: 125,50	[113, 318, 142, 327]
table-cell: 1030	[334, 173, 356, 182]
ship-name-despoina: Μ/Σ «ΔΕΣΠΟΙΝΑ»	[423, 984, 593, 1007]
body-text: ρος, ὁ ἀρχηγὸς τοῦ κόμματος δικαιοῦται νὰ δηλώσῃ τοὺς ὑποψηφίους τοῦ κόμματός του εἰς ὁλόκληρον τὸ κράτος ...	[598, 170, 775, 214]
body-text: Ἡ ὁμάς τοῦ Ὀλυμπιακοῦ θὰ ἀναχωρήσῃ ...	[970, 253, 1152, 264]
table-cell: Ἰζόλα. Σκλ.	[223, 305, 271, 314]
